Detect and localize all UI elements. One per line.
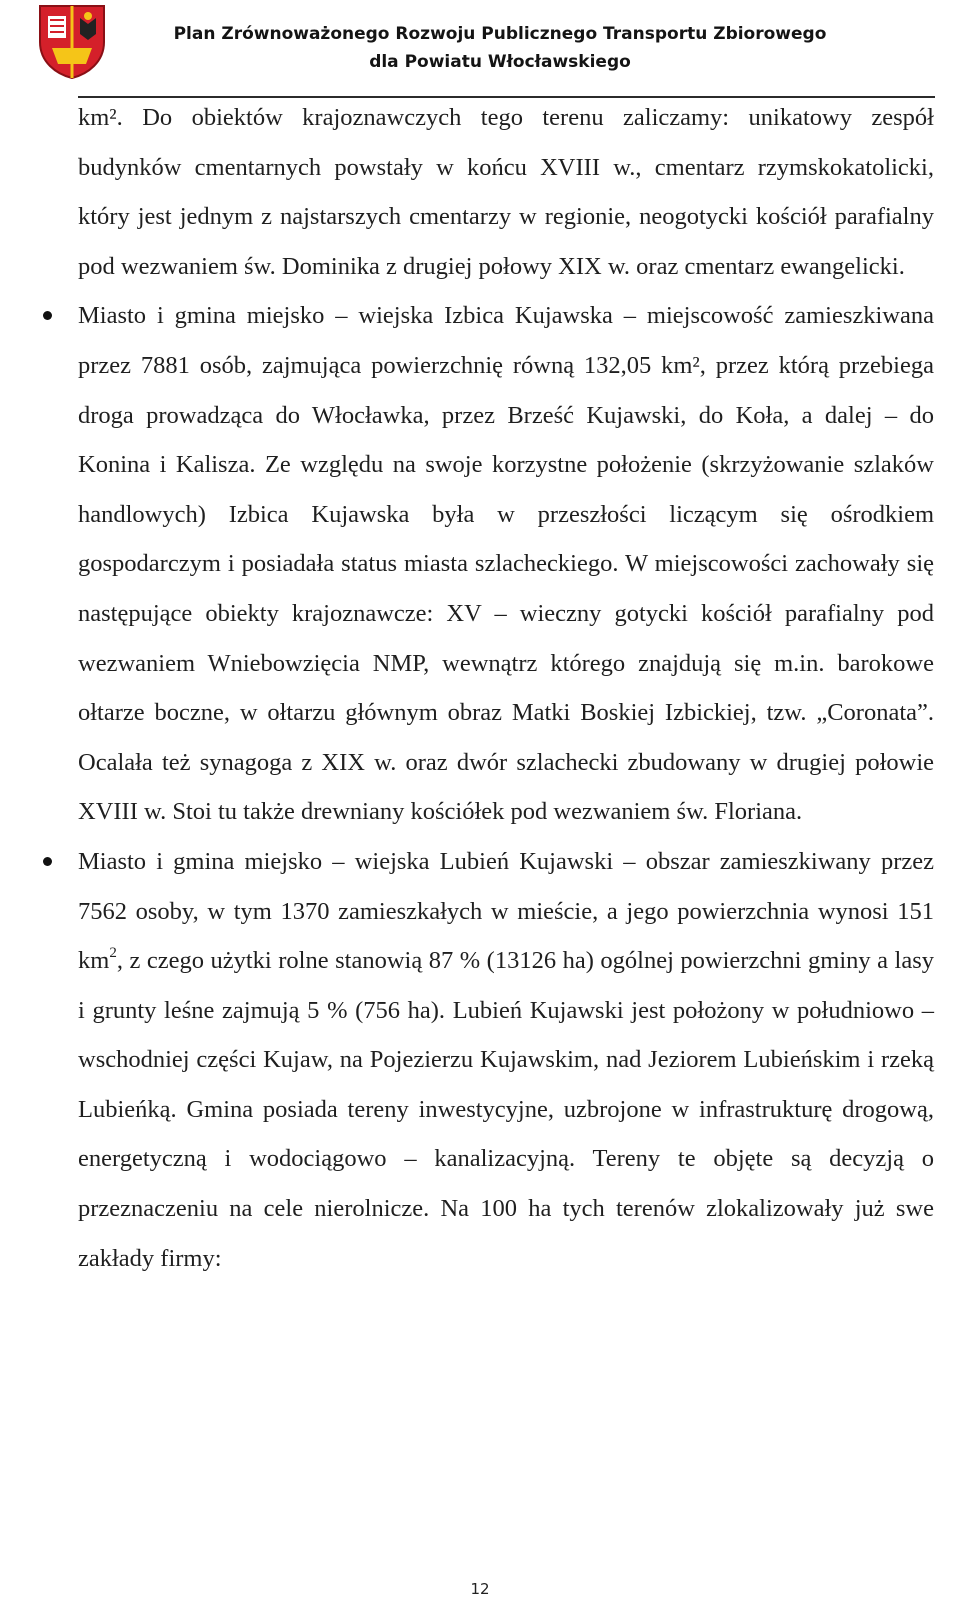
bullet-list: [78, 291, 934, 1283]
list-item-text-part2: , z czego użytki rolne stanowią 87 % (13126 ha) ogólnej powierzchni gminy a lasy i grunty leśne zajmują 5 % (756 ha). Lubień Kujawski jest położony w południowo – wschodniej części Kujaw, na Pojezierzu Kujawskim, nad Jeziorem Lubieńskim i rzeką Lubieńką. Gmina posiada tereny inwestycyjne, uzbrojone w infrastrukturę drogową, energetyczną i wodociągowo – kanalizacyjną. Tereny te objęte są decyzją o przeznaczeniu na cele nierolnicze. Na 100 ha tych terenów zlokalizowały już swe zakłady firmy:: [78, 947, 934, 1272]
list-item-text-part1: Miasto i gmina miejsko – wiejska Lubień Kujawski – obszar zamieszkiwany przez 7562 osoby, w tym 1370 zamieszkałych w mieście, a jego powierzchnia wynosi 151 km: [78, 847, 934, 975]
document-title: [150, 20, 850, 76]
page-number: 12: [470, 1580, 490, 1598]
document-title-line1: Plan Zrównoważonego Rozwoju Publicznego Transportu Zbiorowego: [173, 24, 827, 44]
body-text: [78, 93, 934, 1283]
list-item: [78, 291, 934, 837]
bullet-icon: [43, 857, 52, 866]
page-header: [0, 0, 960, 100]
bullet-icon: [43, 311, 52, 320]
list-item-text: Miasto i gmina miejsko – wiejska Izbica Kujawska – miejscowość zamieszkiwana przez 7881 osób, zajmująca powierzchnię równą 132,05 km², przez którą przebiega droga prowadząca do Włocławka, przez Brześć Kujawski, do Koła, a dalej – do Konina i Kalisza. Ze względu na swoje korzystne położenie (skrzyżowanie szlaków handlowych) Izbica Kujawska była w przeszłości liczącym się ośrodkiem gospodarczym i posiadała status miasta szlacheckiego. W miejscowości zachowały się następujące obiekty krajoznawcze: XV – wieczny gotycki kościół parafialny pod wezwaniem Wniebowzięcia NMP, wewnątrz którego znajdują się m.in. barokowe ołtarze boczne, w ołtarzu głównym obraz Matki Boskiej Izbickiej, tzw. „Coronata”. Ocalała też synagoga z XIX w. oraz dwór szlachecki zbudowany w drugiej połowie XVIII w. Stoi tu także drewniany kościółek pod wezwaniem św. Floriana.: [78, 302, 934, 826]
coat-of-arms-icon: [36, 2, 108, 80]
document-title-line2: dla Powiatu Włocławskiego: [369, 52, 631, 72]
list-item: [78, 837, 934, 1283]
superscript-exponent: 2: [109, 944, 117, 961]
continuation-paragraph: km². Do obiektów krajoznawczych tego terenu zaliczamy: unikatowy zespół budynków cmentarnych powstały w końcu XVIII w., cmentarz rzymskokatolicki, który jest jednym z najstarszych cmentarzy w regionie, neogotycki kościół parafialny pod wezwaniem św. Dominika z drugiej połowy XIX w. oraz cmentarz ewangelicki.: [78, 104, 934, 280]
